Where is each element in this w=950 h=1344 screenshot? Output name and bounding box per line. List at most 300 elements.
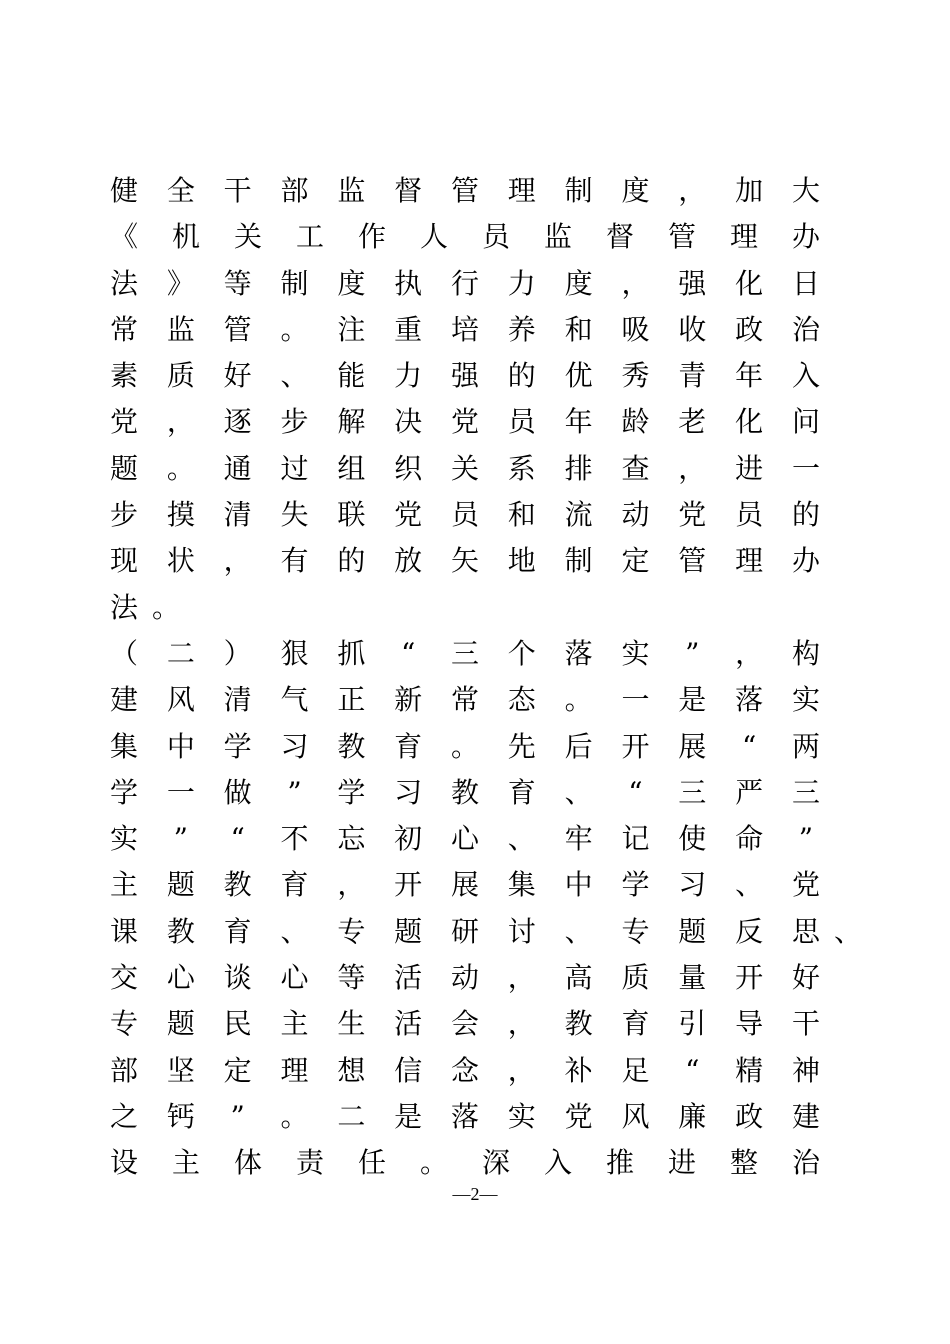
line-chars <box>110 724 820 770</box>
character: 组 <box>337 451 366 485</box>
character: 理 <box>735 544 764 578</box>
character: 题 <box>166 868 195 902</box>
character: 使 <box>678 822 707 856</box>
character: 等 <box>337 961 366 995</box>
character: 风 <box>621 1099 650 1133</box>
character: 坚 <box>166 1053 195 1087</box>
character: 好 <box>791 961 820 995</box>
character: 育 <box>621 1007 650 1041</box>
character: 常 <box>450 683 479 717</box>
text-line <box>110 862 820 908</box>
character: 员 <box>482 220 511 254</box>
character: 步 <box>280 405 309 439</box>
line-chars <box>110 307 820 353</box>
character: 年 <box>564 405 593 439</box>
character: 行 <box>450 266 479 300</box>
character: 。 <box>280 1099 309 1133</box>
character: 强 <box>450 359 479 393</box>
character: 课 <box>110 914 139 948</box>
character: 、 <box>735 868 764 902</box>
character: 法 <box>110 266 139 300</box>
text-line <box>110 1001 820 1047</box>
character: 抓 <box>337 636 366 670</box>
line-chars <box>110 955 820 1001</box>
character: 机 <box>172 220 201 254</box>
character: 制 <box>564 174 593 207</box>
character: 清 <box>223 683 252 717</box>
character: 系 <box>507 451 536 485</box>
text-line <box>110 446 820 492</box>
character: 神 <box>791 1053 820 1087</box>
character: 想 <box>337 1053 366 1087</box>
character: 有 <box>280 544 309 578</box>
character: 命 <box>735 822 764 856</box>
character: 开 <box>394 868 423 902</box>
character: 加 <box>735 174 764 207</box>
character: 步 <box>110 498 139 532</box>
text-line <box>110 677 820 723</box>
character: 整 <box>730 1146 759 1180</box>
character: 监 <box>166 312 195 346</box>
character: 。 <box>450 729 479 763</box>
character: 状 <box>166 544 195 578</box>
character: 年 <box>735 359 764 393</box>
text-line <box>110 724 820 770</box>
character: 部 <box>110 1053 139 1087</box>
character: 矢 <box>450 544 479 578</box>
character: 党 <box>678 498 707 532</box>
character: 老 <box>678 405 707 439</box>
character: 记 <box>621 822 650 856</box>
text-line <box>110 214 820 260</box>
character: ” <box>287 775 302 809</box>
character: ” <box>685 636 700 670</box>
text-line <box>110 770 820 816</box>
character: 两 <box>791 729 820 763</box>
character: 日 <box>791 266 820 300</box>
character: 谈 <box>223 961 252 995</box>
character: 督 <box>394 174 423 207</box>
character: 民 <box>223 1007 252 1041</box>
character: 关 <box>450 451 479 485</box>
character: 制 <box>564 544 593 578</box>
character: 开 <box>621 729 650 763</box>
character: 查 <box>621 451 650 485</box>
character: 收 <box>678 312 707 346</box>
character: 思 <box>791 914 820 948</box>
character: 习 <box>280 729 309 763</box>
line-chars <box>110 631 820 677</box>
character: 落 <box>564 636 593 670</box>
character: 管 <box>450 174 479 207</box>
character: 监 <box>337 174 366 207</box>
character: 办 <box>792 220 821 254</box>
character: 交 <box>110 961 139 995</box>
character: 三 <box>450 636 479 670</box>
character: 员 <box>735 498 764 532</box>
character: ， <box>166 405 195 439</box>
character: 中 <box>166 729 195 763</box>
character: 、 <box>280 914 309 948</box>
character: 决 <box>394 405 423 439</box>
character: 补 <box>564 1053 593 1087</box>
character: 落 <box>735 683 764 717</box>
character: 设 <box>110 1146 139 1180</box>
character: 实 <box>110 822 139 856</box>
character: 培 <box>450 312 479 346</box>
character: 和 <box>507 498 536 532</box>
text-line <box>110 909 863 955</box>
character: 实 <box>507 1099 536 1133</box>
character: 进 <box>735 451 764 485</box>
line-chars <box>110 446 820 492</box>
character: 常 <box>110 312 139 346</box>
character: 法 <box>110 590 139 624</box>
character: 题 <box>394 914 423 948</box>
character: 量 <box>678 961 707 995</box>
character: “ <box>230 822 245 856</box>
text-line <box>110 307 820 353</box>
character: 构 <box>791 636 820 670</box>
character: 员 <box>507 405 536 439</box>
text-line <box>110 399 820 445</box>
character: 建 <box>791 1099 820 1133</box>
text-line <box>110 955 820 1001</box>
character: 人 <box>420 220 449 254</box>
character: 体 <box>234 1146 263 1180</box>
character: 高 <box>564 961 593 995</box>
character: 心 <box>450 822 479 856</box>
character: 二 <box>166 636 195 670</box>
character: 讨 <box>507 914 536 948</box>
character: 忘 <box>337 822 366 856</box>
character: 制 <box>280 266 309 300</box>
character: 活 <box>394 961 423 995</box>
character: 部 <box>280 174 309 207</box>
character: 狠 <box>280 636 309 670</box>
character: 摸 <box>166 498 195 532</box>
character: 放 <box>394 544 423 578</box>
character: ， <box>507 961 536 995</box>
character: 教 <box>337 729 366 763</box>
character: 先 <box>507 729 536 763</box>
line-chars <box>110 1001 820 1047</box>
text-line <box>110 492 820 538</box>
line-chars <box>110 492 820 538</box>
text-line <box>110 1048 820 1094</box>
character: 展 <box>450 868 479 902</box>
character: 动 <box>450 961 479 995</box>
character: 员 <box>450 498 479 532</box>
character: 。 <box>420 1146 449 1180</box>
character: 任 <box>358 1146 387 1180</box>
character: 政 <box>735 312 764 346</box>
character: 党 <box>791 868 820 902</box>
character: ” <box>230 1099 245 1133</box>
character: 习 <box>678 868 707 902</box>
character: ” <box>798 822 814 856</box>
character: 《 <box>110 220 139 254</box>
line-chars <box>110 399 820 445</box>
character: 之 <box>110 1099 139 1133</box>
character: 习 <box>394 775 423 809</box>
character: 牢 <box>564 822 593 856</box>
line-chars <box>110 1140 820 1186</box>
line-chars <box>110 261 820 307</box>
character: 等 <box>223 266 252 300</box>
character: 是 <box>678 683 707 717</box>
character: 深 <box>482 1146 511 1180</box>
character: 执 <box>394 266 423 300</box>
character: 干 <box>791 1007 820 1041</box>
character: 信 <box>394 1053 423 1087</box>
character: 监 <box>544 220 573 254</box>
character: 定 <box>223 1053 252 1087</box>
character: 、 <box>564 914 593 948</box>
character: 管 <box>668 220 697 254</box>
character: 钙 <box>166 1099 195 1133</box>
character: 教 <box>223 868 252 902</box>
character: 心 <box>166 961 195 995</box>
character: 力 <box>394 359 423 393</box>
character: 逐 <box>223 405 252 439</box>
character: 育 <box>507 775 536 809</box>
character: ， <box>678 174 707 207</box>
character: 好 <box>223 359 252 393</box>
character: 过 <box>280 451 309 485</box>
character: 专 <box>621 914 650 948</box>
character: 题 <box>678 914 707 948</box>
line-chars <box>110 677 820 723</box>
character: 专 <box>110 1007 139 1041</box>
character: 联 <box>337 498 366 532</box>
character: 题 <box>166 1007 195 1041</box>
character: 能 <box>337 359 366 393</box>
character: ， <box>337 868 366 902</box>
character: 督 <box>606 220 635 254</box>
text-line <box>110 261 820 307</box>
character: 质 <box>166 359 195 393</box>
character: 主 <box>172 1146 201 1180</box>
character: 强 <box>678 266 707 300</box>
character: 严 <box>735 775 764 809</box>
character: 展 <box>678 729 707 763</box>
character: 大 <box>791 174 820 207</box>
character: 优 <box>564 359 593 393</box>
line-chars <box>110 1048 820 1094</box>
character: 主 <box>110 868 139 902</box>
character: 是 <box>394 1099 423 1133</box>
character: 度 <box>337 266 366 300</box>
character: 注 <box>337 312 366 346</box>
page-number: —2— <box>452 1184 498 1204</box>
character: 素 <box>110 359 139 393</box>
character: 关 <box>234 220 263 254</box>
character: 育 <box>280 868 309 902</box>
character: 学 <box>223 729 252 763</box>
character: ， <box>735 636 764 670</box>
line-chars <box>110 816 820 862</box>
character: 教 <box>166 914 195 948</box>
character: 管 <box>223 312 252 346</box>
character: 后 <box>564 729 593 763</box>
line-chars <box>110 538 820 584</box>
line-chars <box>110 862 820 908</box>
character: 育 <box>223 914 252 948</box>
character: 生 <box>337 1007 366 1041</box>
character: 学 <box>337 775 366 809</box>
character: 化 <box>735 405 764 439</box>
character: 、 <box>507 822 536 856</box>
character: 定 <box>621 544 650 578</box>
character: 干 <box>223 174 252 207</box>
character: 的 <box>507 359 536 393</box>
character: 推 <box>606 1146 635 1180</box>
character: 现 <box>110 544 139 578</box>
character: 念 <box>450 1053 479 1087</box>
line-chars <box>110 909 820 955</box>
character: 一 <box>621 683 650 717</box>
character: 主 <box>280 1007 309 1041</box>
character: 织 <box>394 451 423 485</box>
character: 流 <box>564 498 593 532</box>
character: 理 <box>280 1053 309 1087</box>
character: 新 <box>394 683 423 717</box>
character: 教 <box>564 1007 593 1041</box>
character: 。 <box>166 451 195 485</box>
character: 。 <box>564 683 593 717</box>
character: 的 <box>337 544 366 578</box>
character: 治 <box>791 312 820 346</box>
character: 三 <box>678 775 707 809</box>
character: 排 <box>564 451 593 485</box>
character: ， <box>507 1007 536 1041</box>
character: ， <box>678 451 707 485</box>
character: 党 <box>450 405 479 439</box>
text-line <box>110 816 820 862</box>
line-chars <box>110 168 820 214</box>
character: 》 <box>166 266 195 300</box>
character: “ <box>628 775 643 809</box>
character: 。 <box>280 312 309 346</box>
character: 作 <box>358 220 387 254</box>
character: 政 <box>735 1099 764 1133</box>
character: ” <box>173 822 188 856</box>
character: 廉 <box>678 1099 707 1133</box>
character: 秀 <box>621 359 650 393</box>
character: 教 <box>450 775 479 809</box>
character: 度 <box>621 174 650 207</box>
character: 问 <box>791 405 820 439</box>
character: 做 <box>223 775 252 809</box>
character: （ <box>110 636 139 670</box>
character: 养 <box>507 312 536 346</box>
character: 三 <box>791 775 820 809</box>
character: 质 <box>621 961 650 995</box>
character: “ <box>685 1053 700 1087</box>
character: 不 <box>280 822 309 856</box>
character: 会 <box>450 1007 479 1041</box>
character: 引 <box>678 1007 707 1041</box>
character: 风 <box>166 683 195 717</box>
character: 理 <box>730 220 759 254</box>
line-chars <box>110 585 820 631</box>
character: 党 <box>564 1099 593 1133</box>
character: 化 <box>735 266 764 300</box>
overflow-punctuation: 、 <box>834 914 863 948</box>
line-chars <box>110 770 820 816</box>
character: 的 <box>791 498 820 532</box>
character: 育 <box>394 729 423 763</box>
character: 。 <box>152 590 181 624</box>
character: 治 <box>792 1146 821 1180</box>
character: 建 <box>110 683 139 717</box>
line-chars <box>110 214 820 260</box>
character: 、 <box>564 775 593 809</box>
text-line <box>110 631 820 677</box>
character: 中 <box>564 868 593 902</box>
character: ， <box>223 544 252 578</box>
character: 进 <box>668 1146 697 1180</box>
character: ） <box>223 636 252 670</box>
character: 通 <box>223 451 252 485</box>
text-line <box>110 1140 820 1186</box>
character: 二 <box>337 1099 366 1133</box>
text-line <box>110 1094 820 1140</box>
character: 入 <box>791 359 820 393</box>
character: 集 <box>110 729 139 763</box>
character: 专 <box>337 914 366 948</box>
character: 、 <box>280 359 309 393</box>
character: 正 <box>337 683 366 717</box>
text-line <box>110 168 820 214</box>
character: 吸 <box>621 312 650 346</box>
character: 初 <box>394 822 423 856</box>
character: 落 <box>450 1099 479 1133</box>
character: 活 <box>394 1007 423 1041</box>
character: 个 <box>507 636 536 670</box>
character: 党 <box>394 498 423 532</box>
character: 气 <box>280 683 309 717</box>
character: 精 <box>735 1053 764 1087</box>
character: 清 <box>223 498 252 532</box>
character: 学 <box>621 868 650 902</box>
text-line <box>110 585 820 631</box>
character: ， <box>621 266 650 300</box>
character: 解 <box>337 405 366 439</box>
character: 健 <box>110 174 139 207</box>
character: 地 <box>507 544 536 578</box>
text-line <box>110 353 820 399</box>
character: 研 <box>450 914 479 948</box>
character: 态 <box>507 683 536 717</box>
character: 实 <box>621 636 650 670</box>
character: 实 <box>791 683 820 717</box>
character: ， <box>507 1053 536 1087</box>
character: “ <box>741 729 757 763</box>
character: 责 <box>296 1146 325 1180</box>
character: 学 <box>110 775 139 809</box>
body-text <box>110 168 863 1187</box>
character: 反 <box>735 914 764 948</box>
character: 失 <box>280 498 309 532</box>
character: 管 <box>678 544 707 578</box>
character: 度 <box>564 266 593 300</box>
character: 集 <box>507 868 536 902</box>
character: 题 <box>110 451 139 485</box>
character: 办 <box>791 544 820 578</box>
character: “ <box>400 636 416 670</box>
